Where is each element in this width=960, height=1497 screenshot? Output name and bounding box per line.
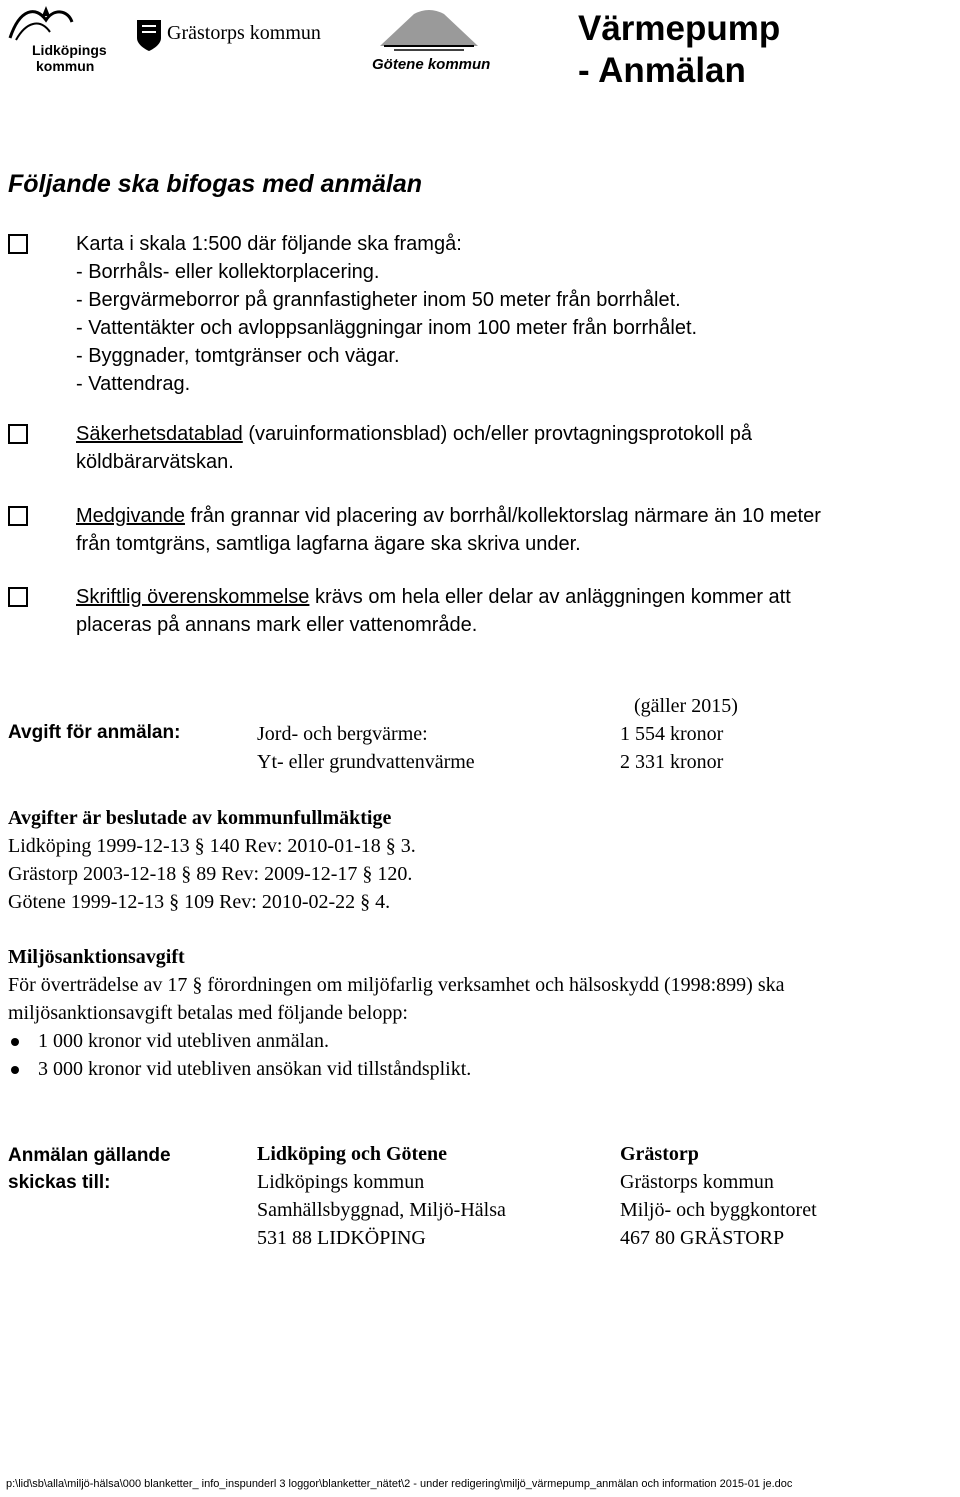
address-line: Miljö- och byggkontoret: [620, 1199, 817, 1221]
fee-amount: 2 331 kronor: [620, 751, 724, 773]
neighbor-consent-term: Medgivande: [76, 505, 185, 527]
sanction-text: För överträdelse av 17 § förordningen om miljöfarlig verksamhet och hälsoskydd (1998:899) ska: [8, 974, 785, 996]
attachment-map-line: - Bergvärmeborror på grannfastigheter inom 50 meter från borrhålet.: [76, 289, 681, 311]
written-agreement-text: krävs om hela eller delar av anläggningen kommer att: [309, 586, 791, 608]
gotene-emblem-icon: [374, 6, 484, 52]
checkbox-neighbor-consent[interactable]: [8, 506, 28, 526]
decisions-heading: Avgifter är beslutade av kommunfullmäktige: [8, 807, 392, 829]
address-line: Lidköpings kommun: [257, 1171, 425, 1193]
lidkoping-logo-line2: kommun: [36, 58, 95, 74]
safety-datasheet-term: Säkerhetsdatablad: [76, 423, 243, 445]
sanction-block: [8, 943, 785, 1083]
title-line1: Värmepump: [578, 9, 781, 48]
list-item: [8, 1027, 785, 1055]
fees-label: Avgift för anmälan:: [8, 722, 181, 743]
attachment-map-line: - Byggnader, tomtgränser och vägar.: [76, 345, 400, 367]
page-title: [578, 8, 780, 92]
sanction-heading: Miljösanktionsavgift: [8, 946, 185, 968]
fee-type: Jord- och bergvärme:: [257, 723, 428, 745]
sanction-bullet-text: 3 000 kronor vid utebliven ansökan vid tillståndsplikt.: [38, 1058, 472, 1080]
sanction-text: miljösanktionsavgift betalas med följande belopp:: [8, 1002, 408, 1024]
attachment-map-line: - Vattentäkter och avloppsanläggningar inom 100 meter från borrhålet.: [76, 317, 698, 339]
decisions-block: [8, 804, 416, 916]
safety-datasheet-text: (varuinformationsblad) och/eller provtagningsprotokoll på: [242, 423, 752, 445]
safety-datasheet-line2: köldbärarvätskan.: [76, 451, 234, 473]
attachment-neighbor-consent: [76, 502, 821, 558]
send-to-label-line2: skickas till:: [8, 1172, 111, 1193]
grastorp-crest-icon: [135, 18, 163, 52]
address-line: 531 88 LIDKÖPING: [257, 1227, 426, 1249]
decision-line: Götene 1999-12-13 § 109 Rev: 2010-02-22 § 4.: [8, 891, 391, 913]
neighbor-consent-text: från grannar vid placering av borrhål/kollektorslag närmare än 10 meter: [184, 505, 821, 527]
lidkoping-logo: [0, 0, 110, 80]
lidkoping-emblem-icon: [6, 2, 76, 46]
footer-file-path: p:\lid\sb\alla\miljö-hälsa\000 blanketter_ info_inspunderl 3 loggor\blanketter_nätet\2 - under redigering\miljö_värmepump_anmälan och information 2015-01 je.doc: [6, 1478, 793, 1490]
fees-valid-note: (gäller 2015): [634, 695, 738, 717]
checkbox-written-agreement[interactable]: [8, 587, 28, 607]
address-line: Samhällsbyggnad, Miljö-Hälsa: [257, 1199, 506, 1221]
gotene-logo-text: Götene kommun: [372, 56, 491, 73]
bullet-icon: [11, 1066, 19, 1074]
gotene-logo: [368, 6, 493, 76]
sanction-bullet-text: 1 000 kronor vid utebliven anmälan.: [38, 1030, 330, 1052]
neighbor-consent-line2: från tomtgräns, samtliga lagfarna ägare ska skriva under.: [76, 533, 581, 555]
list-item: [8, 1055, 785, 1083]
attachment-map-line: Karta i skala 1:500 där följande ska framgå:: [76, 233, 462, 255]
written-agreement-term: Skriftlig överenskommelse: [76, 586, 310, 608]
checkbox-map[interactable]: [8, 234, 28, 254]
written-agreement-line2: placeras på annans mark eller vattenområde.: [76, 614, 478, 636]
send-to-grastorp: [620, 1140, 817, 1252]
address-line: Grästorps kommun: [620, 1171, 774, 1193]
checkbox-safety-datasheet[interactable]: [8, 424, 28, 444]
address-heading: Lidköping och Götene: [257, 1143, 448, 1165]
attachment-safety-datasheet: [76, 420, 752, 476]
attachment-map-line: - Vattendrag.: [76, 373, 191, 395]
bullet-icon: [11, 1038, 19, 1046]
send-to-label-line1: Anmälan gällande: [8, 1145, 171, 1166]
title-line2: - Anmälan: [578, 51, 746, 90]
grastorp-logo-text: Grästorps kommun: [167, 22, 321, 44]
address-heading: Grästorp: [620, 1143, 699, 1165]
send-to-lidkoping-gotene: [257, 1140, 506, 1252]
grastorp-logo: [135, 18, 350, 58]
address-line: 467 80 GRÄSTORP: [620, 1227, 785, 1249]
attachments-heading: Följande ska bifogas med anmälan: [8, 170, 423, 198]
attachment-written-agreement: [76, 583, 791, 639]
send-to-label: [8, 1142, 171, 1196]
decision-line: Grästorp 2003-12-18 § 89 Rev: 2009-12-17 § 120.: [8, 863, 413, 885]
decision-line: Lidköping 1999-12-13 § 140 Rev: 2010-01-18 § 3.: [8, 835, 416, 857]
attachment-map-line: - Borrhåls- eller kollektorplacering.: [76, 261, 380, 283]
lidkoping-logo-line1: Lidköpings: [32, 42, 107, 58]
attachment-map: [76, 230, 697, 398]
fee-amount: 1 554 kronor: [620, 723, 724, 745]
fee-type: Yt- eller grundvattenvärme: [257, 751, 475, 773]
